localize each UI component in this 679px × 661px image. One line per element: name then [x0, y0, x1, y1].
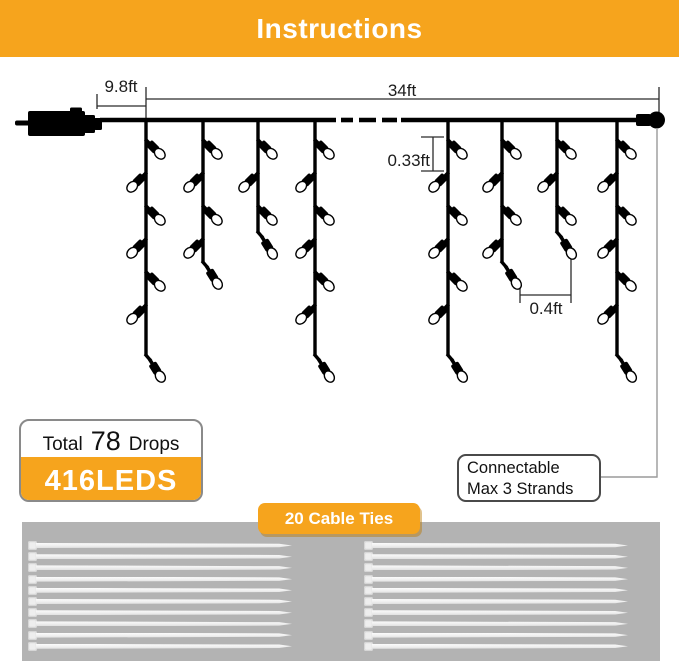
- total-drops-box: [19, 419, 203, 502]
- cable-tie: [28, 597, 292, 606]
- cable-tie-head: [364, 619, 373, 628]
- led-bulb: [502, 264, 524, 291]
- cable-tie-head: [364, 575, 373, 584]
- drop-count: 78: [90, 426, 121, 456]
- cable-tie-body: [36, 621, 292, 626]
- cable-tie-head: [28, 575, 37, 584]
- cable-tie-body: [36, 588, 292, 593]
- cable-tie: [28, 552, 292, 561]
- cable-tie-head: [28, 642, 37, 651]
- led-bulb: [448, 357, 470, 384]
- cable-tie: [364, 563, 628, 572]
- cable-tie-head: [364, 552, 373, 561]
- cable-tie: [364, 642, 628, 651]
- cable-tie-head: [364, 608, 373, 617]
- total-prefix: Total: [42, 434, 83, 455]
- light-drops: [125, 118, 639, 384]
- cable-tie: [28, 631, 292, 640]
- cable-tie-head: [28, 631, 37, 640]
- drop-gap-label: 0.4ft: [529, 299, 563, 318]
- cable-tie-head: [364, 541, 373, 550]
- cable-tie-group-right: [364, 522, 630, 661]
- connectable-line1: Connectable: [467, 459, 560, 477]
- cable-tie: [28, 619, 292, 628]
- cable-tie-head: [364, 586, 373, 595]
- cable-tie-body: [372, 565, 628, 570]
- cable-tie: [28, 608, 292, 617]
- cable-tie-head: [28, 608, 37, 617]
- light-drop: [182, 118, 225, 291]
- cable-tie-head: [28, 552, 37, 561]
- cable-tie-head: [28, 563, 37, 572]
- cable-tie: [28, 575, 292, 584]
- cable-tie: [364, 552, 628, 561]
- led-bulb: [258, 234, 280, 261]
- cable-tie-head: [364, 642, 373, 651]
- cable-tie: [28, 642, 292, 651]
- cable-tie-body: [36, 543, 292, 548]
- cable-tie-body: [36, 633, 292, 638]
- cable-tie-head: [28, 597, 37, 606]
- light-drop: [536, 118, 579, 261]
- cable-tie-body: [36, 554, 292, 559]
- cable-tie: [28, 563, 292, 572]
- power-plug: [15, 108, 102, 137]
- cable-tie: [28, 586, 292, 595]
- led-bulb: [557, 234, 579, 261]
- cable-tie: [364, 575, 628, 584]
- cable-tie-body: [36, 610, 292, 615]
- light-drop: [294, 118, 337, 384]
- led-bulb: [617, 357, 639, 384]
- cable-ties-photo: [22, 522, 660, 661]
- cable-tie: [364, 631, 628, 640]
- cable-tie-body: [372, 543, 628, 548]
- connectable-box: [457, 454, 601, 502]
- cable-tie-head: [364, 563, 373, 572]
- light-drop: [237, 118, 280, 261]
- cable-tie-body: [36, 565, 292, 570]
- light-drop: [481, 118, 524, 291]
- cable-tie-body: [36, 599, 292, 604]
- total-length-label: 34ft: [387, 81, 417, 100]
- cable-ties-badge: 20 Cable Ties: [258, 503, 420, 534]
- cable-tie: [28, 541, 292, 550]
- cable-tie-body: [372, 644, 628, 649]
- cable-tie-head: [28, 541, 37, 550]
- cable-tie-body: [372, 554, 628, 559]
- cable-tie-head: [364, 631, 373, 640]
- cable-tie-body: [372, 621, 628, 626]
- end-connector: [636, 112, 665, 129]
- light-drop: [596, 118, 639, 384]
- total-suffix: Drops: [128, 434, 180, 455]
- cable-tie-head: [28, 619, 37, 628]
- page-title: Instructions: [256, 12, 423, 44]
- cable-tie: [364, 541, 628, 550]
- cable-tie-body: [372, 588, 628, 593]
- cable-tie-body: [372, 577, 628, 582]
- cable-tie-body: [36, 577, 292, 582]
- led-bulb: [146, 357, 168, 384]
- cable-tie-body: [372, 599, 628, 604]
- cable-tie-body: [372, 610, 628, 615]
- light-drop: [125, 118, 168, 384]
- instructions-banner: [0, 0, 679, 57]
- cable-tie-head: [28, 586, 37, 595]
- connectable-line2: Max 3 Strands: [467, 480, 574, 498]
- led-bulb: [315, 357, 337, 384]
- lead-length-label: 9.8ft: [104, 77, 138, 96]
- led-bulb: [203, 264, 225, 291]
- cable-tie-body: [372, 633, 628, 638]
- cable-tie: [364, 586, 628, 595]
- led-count-label: 416LEDS: [21, 457, 201, 502]
- cable-tie-head: [364, 597, 373, 606]
- cable-tie: [364, 619, 628, 628]
- cable-tie: [364, 597, 628, 606]
- cable-tie-group-left: [28, 522, 294, 661]
- cable-tie: [364, 608, 628, 617]
- cable-tie-body: [36, 644, 292, 649]
- led-spacing-label: 0.33ft: [387, 151, 430, 170]
- total-drops-label: [21, 421, 201, 457]
